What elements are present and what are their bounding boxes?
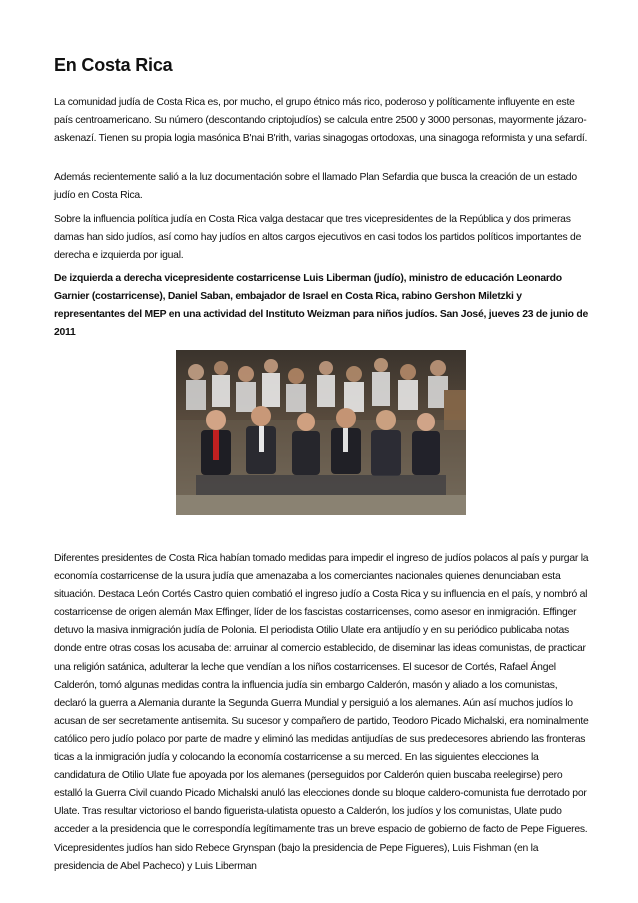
photo-image-icon: [176, 350, 466, 515]
paragraph-history: Diferentes presidentes de Costa Rica habían tomado medidas para impedir el ingreso de judíos polacos al país y purgar la economía costarricense de la usura judía que amenazaba a los comerciantes nacionales quienes denunciaban esta situación. Destaca León Cortés Castro quien combatió el ingreso judío a Costa Rica y su influencia en el país, y nombró al costarricense de origen alemán Max Effinger, líder de los fascistas costarricenses, como asesor en inmigración. Effinger detuvo la masiva inmigración judía de Polonia. El periodista Otilio Ulate era antijudío y en su periódico publicaba notas donde entre otras cosas los acusaba de: arruinar al comercio establecido, de diseminar las ideas comunistas, de practicar una religión satánica, adulterar la leche que vendían a los niños costarricenses. El sucesor de Cortés, Rafael Ángel Calderón, tomó algunas medidas contra la influencia judía sin embargo Calderón, masón y aliado a los comunistas, declaró la guerra a Alemania durante la Segunda Guerra Mundial y persiguió a los alemanes. Aún así muchos judíos lo acusan de ser secretamente antisemita. Su sucesor y compañero de partido, Teodoro Picado Michalski, era nominalmente católico pero judío polaco por parte de madre y eliminó las medidas antijudías de sus predecesores abriendo las fronteras ticas a la inmigración judía y colocando la economía costarricense a su merced. En las siguientes elecciones la candidatura de Otilio Ulate fue apoyada por los alemanes (perseguidos por Calderón quien buscaba reelegirse) pero estalló la Guerra Civil cuando Picado Michalski anuló las elecciones donde su bloque caldero-comunista fue derrotado por Ulate. Tras resultar victorioso el bando figuerista-ulatista opuesto a Calderón, los judíos y los comunistas, Ulate pudo acceder a la presidencia que le correspondía legítimamente tras un breve espacio de gobierno de facto de Pepe Figueres. Vicepresidentes judíos han sido Rebece Grynspan (bajo la presidencia de Pepe Figueres), Luis Fishman (en la presidencia de Abel Pacheco) y Luis Liberman: [54, 553, 589, 872]
event-photo: [176, 350, 466, 515]
photo-caption: De izquierda a derecha vicepresidente costarricense Luis Liberman (judío), ministro de educación Leonardo Garnier (costarricense), Daniel Saban, embajador de Israel en Costa Rica, rabino Gershon Miletzki y representantes del MEP en una actividad del Instituto Weizman para niños judíos. San José, jueves 23 de junio de 2011: [54, 273, 589, 339]
paragraph-plan-sefardia: Además recientemente salió a la luz documentación sobre el llamado Plan Sefardia que busca la creación de un estado judío en Costa Rica.: [54, 172, 577, 202]
paragraph-intro: La comunidad judía de Costa Rica es, por mucho, el grupo étnico más rico, poderoso y políticamente influyente en este país centroamericano. Su número (descontando criptojudíos) se calcula entre 2500 y 3000 personas, mayormente jázaro-askenazí. Tienen su propia logia masónica B'nai B'rith, varias sinagogas ortodoxas, una sinagoga reformista y una sefardí.: [54, 97, 588, 145]
paragraph-political-influence: Sobre la influencia política judía en Costa Rica valga destacar que tres vicepresidentes de la República y dos primeras damas han sido judíos, así como hay judíos en altos cargos ejecutivos en casi todos los partidos políticos importantes de derecha e izquierda por igual.: [54, 214, 582, 262]
section-title: En Costa Rica: [54, 55, 173, 75]
